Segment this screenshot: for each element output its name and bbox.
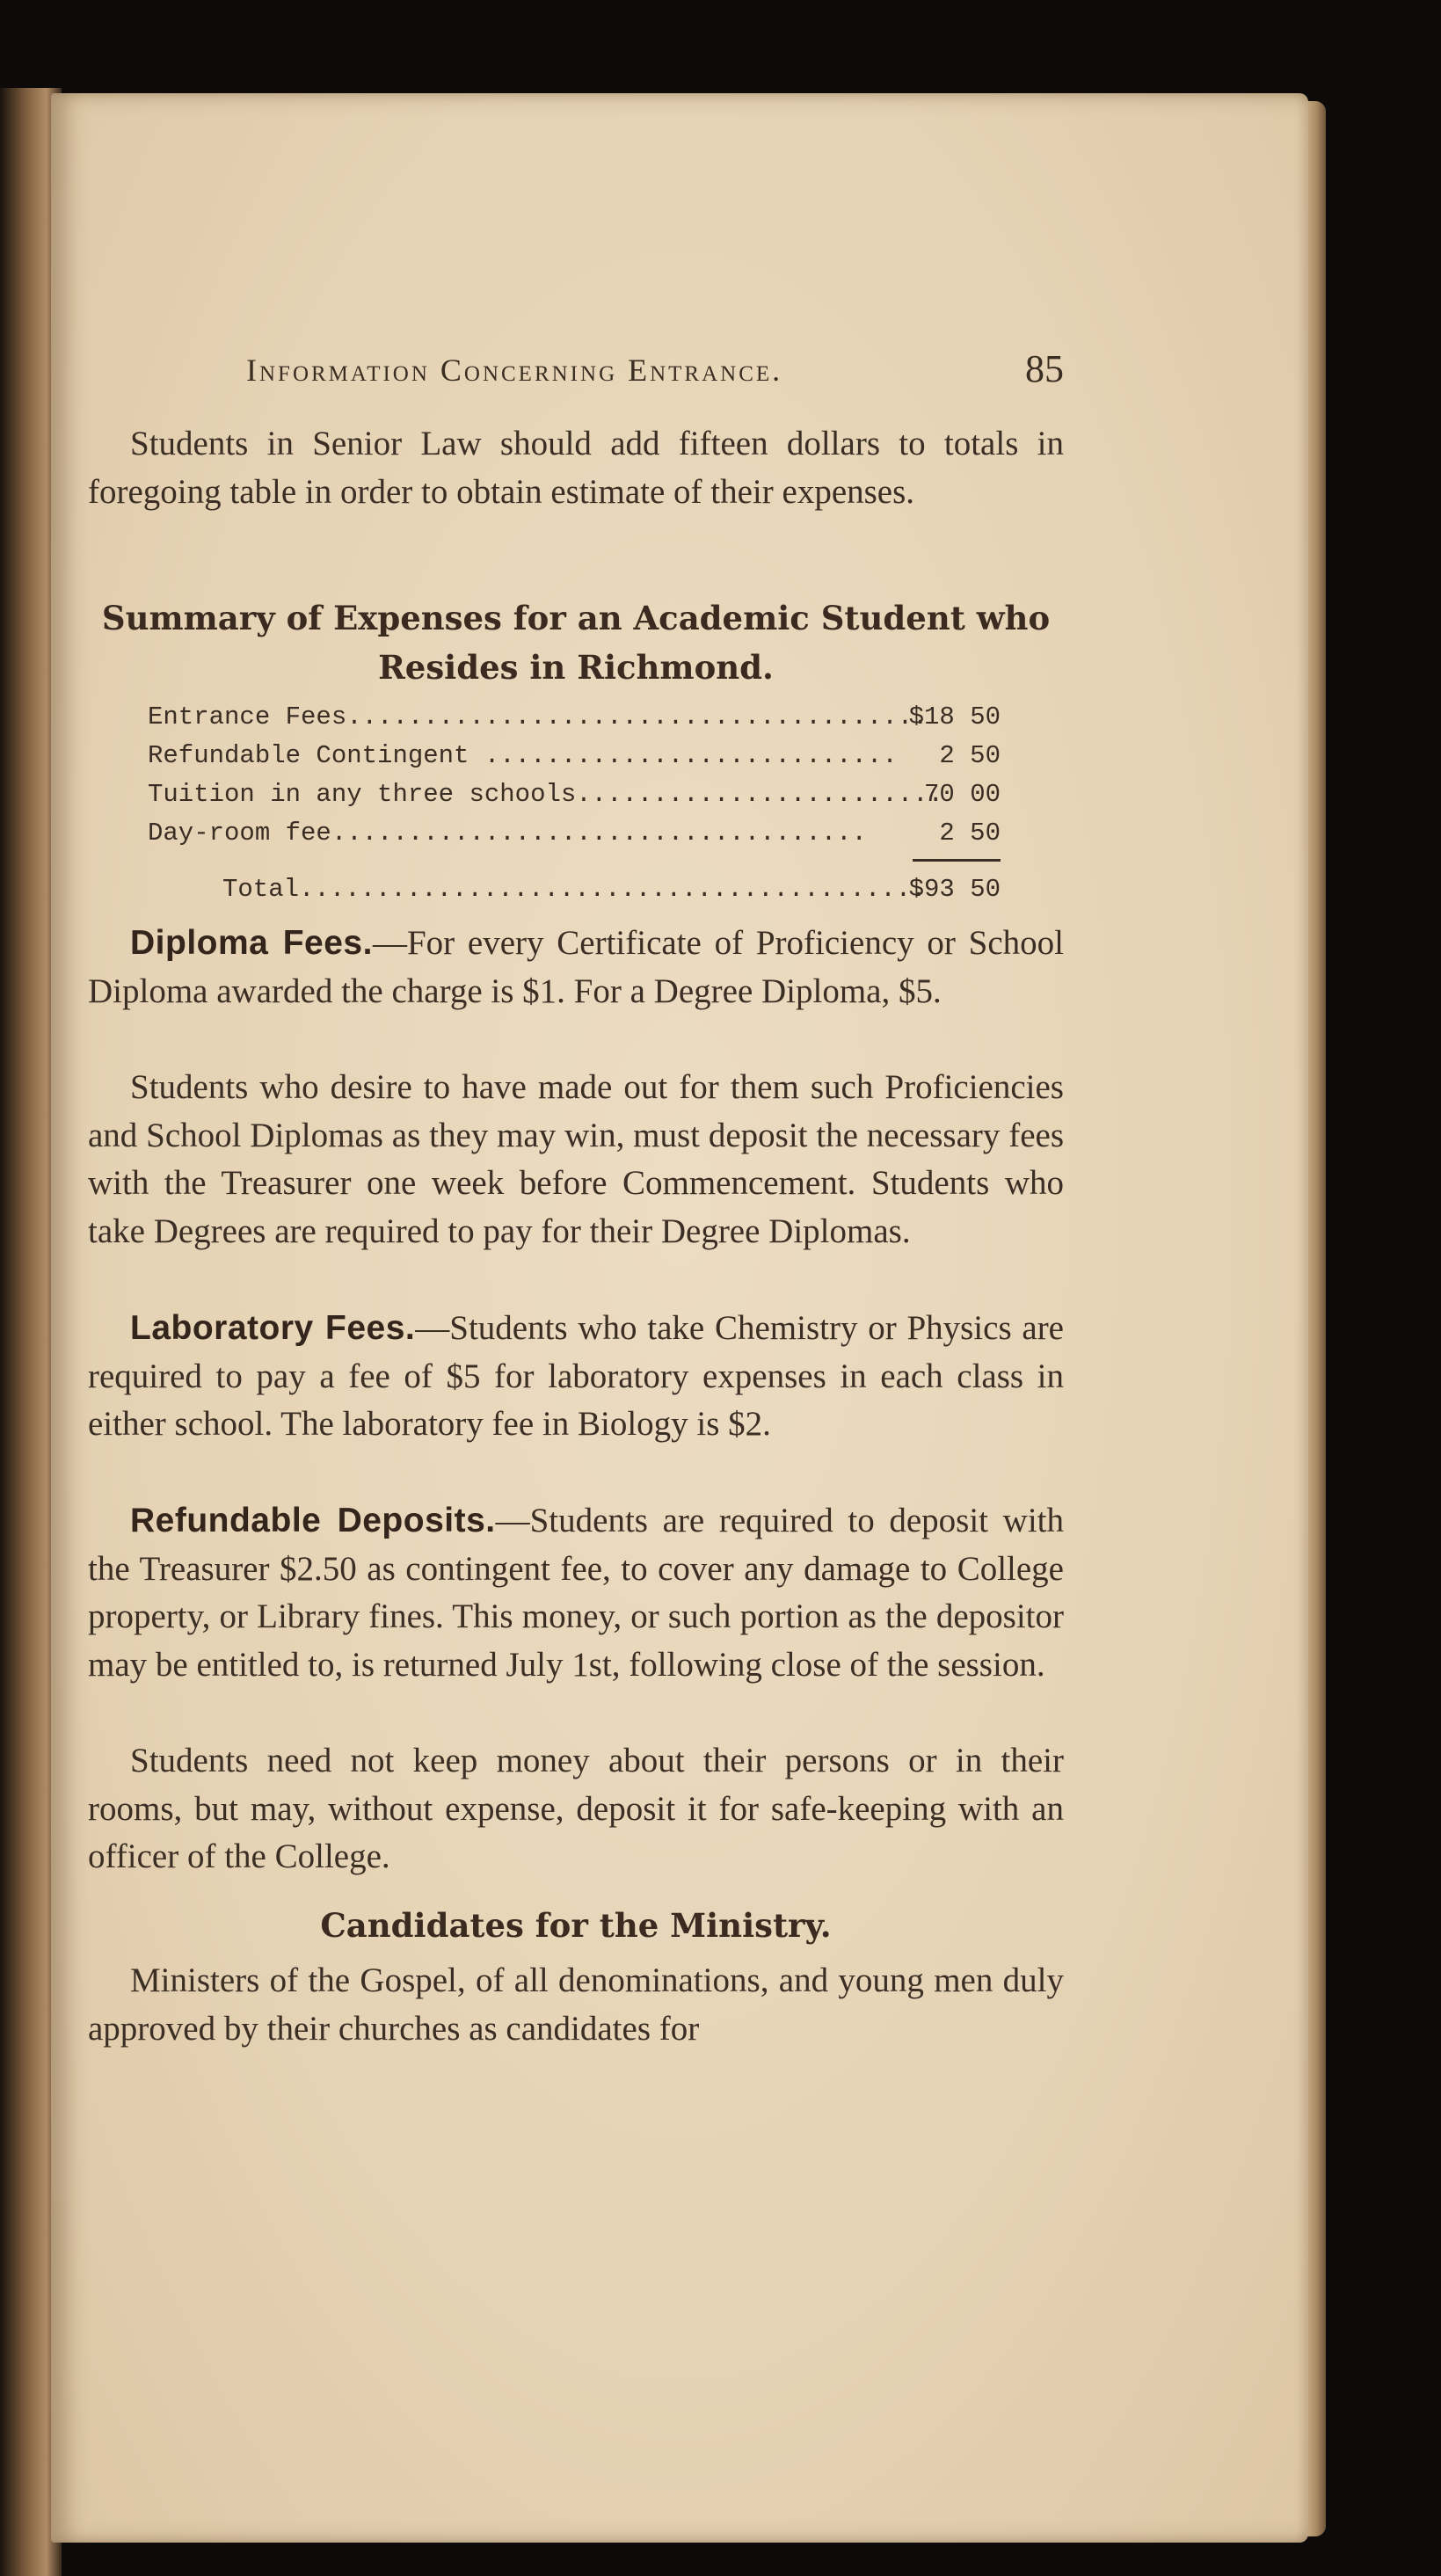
total-rule: [913, 859, 1001, 862]
deposits-followup-text: Students need not keep money about their persons or in their rooms, but may, without expense, deposit it for safe-keeping with an officer of the College.: [88, 1742, 1064, 1875]
refundable-deposits-text: —Students are required to deposit with the Treasurer $2.50 as contingent fee, to cover any damage to College property, or Library fines. This money, or such portion as the depositor may be entitled to, is returned July 1st, following close of the session.: [88, 1502, 1064, 1684]
total-row: [222, 870, 1001, 909]
deposits-followup-paragraph: [88, 1737, 1064, 1881]
expense-label: Entrance Fees......................................: [148, 702, 928, 731]
page-number: 85: [1025, 347, 1064, 390]
ministry-heading: Candidates for the Ministry.: [320, 1906, 832, 1945]
expense-row: [148, 737, 1001, 775]
ministry-paragraph: [88, 1957, 1064, 2053]
refundable-deposits-paragraph: [88, 1497, 1064, 1689]
expense-amount: $18 50: [908, 702, 1001, 731]
diploma-fees-text: —For every Certificate of Proficiency or School Diploma awarded the charge is $1. For a Degree Diploma, $5.: [88, 924, 1064, 1010]
laboratory-fees-paragraph: [88, 1305, 1064, 1449]
refundable-deposits-runin: Refundable Deposits.: [130, 1502, 496, 1539]
expense-amount: 2 50: [939, 741, 1001, 770]
expense-table: [148, 698, 1001, 853]
diploma-followup-paragraph: [88, 1064, 1064, 1255]
ministry-text: Ministers of the Gospel, of all denominations, and young men duly approved by their churches as candidates for: [88, 1961, 1064, 2048]
expense-row: [148, 814, 1001, 853]
summary-heading-line2: Resides in Richmond.: [378, 648, 774, 687]
expense-label: Day-room fee...................................: [148, 819, 867, 848]
expense-amount: 70 00: [923, 780, 1001, 809]
diploma-fees-paragraph: [88, 920, 1064, 1015]
running-head-title: Information Concerning Entrance.: [246, 353, 783, 388]
expense-row: [148, 698, 1001, 737]
summary-heading-line1: Summary of Expenses for an Academic Student who: [101, 599, 1051, 637]
intro-text: Students in Senior Law should add fifteen dollars to totals in foregoing table in order to obtain estimate of their expenses.: [88, 425, 1064, 511]
expense-label: Refundable Contingent ...........................: [148, 741, 898, 770]
running-head: [158, 347, 1064, 404]
total-amount: $93 50: [908, 875, 1001, 904]
diploma-followup-text: Students who desire to have made out for them such Proficiencies and School Diplomas as they may win, must deposit the necessary fees with the Treasurer one week before Commencement. Students who take Degrees are required to pay for their Degree Diplomas.: [88, 1068, 1064, 1250]
total-label: Total.........................................: [222, 875, 927, 904]
laboratory-fees-text: —Students who take Chemistry or Physics are required to pay a fee of $5 for laboratory expenses in each class in either school. The laboratory fee in Biology is $2.: [88, 1309, 1064, 1443]
intro-paragraph: [88, 420, 1064, 516]
diploma-fees-runin: Diploma Fees.: [130, 924, 373, 962]
laboratory-fees-runin: Laboratory Fees.: [130, 1309, 416, 1347]
expense-amount: 2 50: [939, 819, 1001, 848]
expense-label: Tuition in any three schools........................: [148, 780, 943, 809]
expense-row: [148, 775, 1001, 814]
